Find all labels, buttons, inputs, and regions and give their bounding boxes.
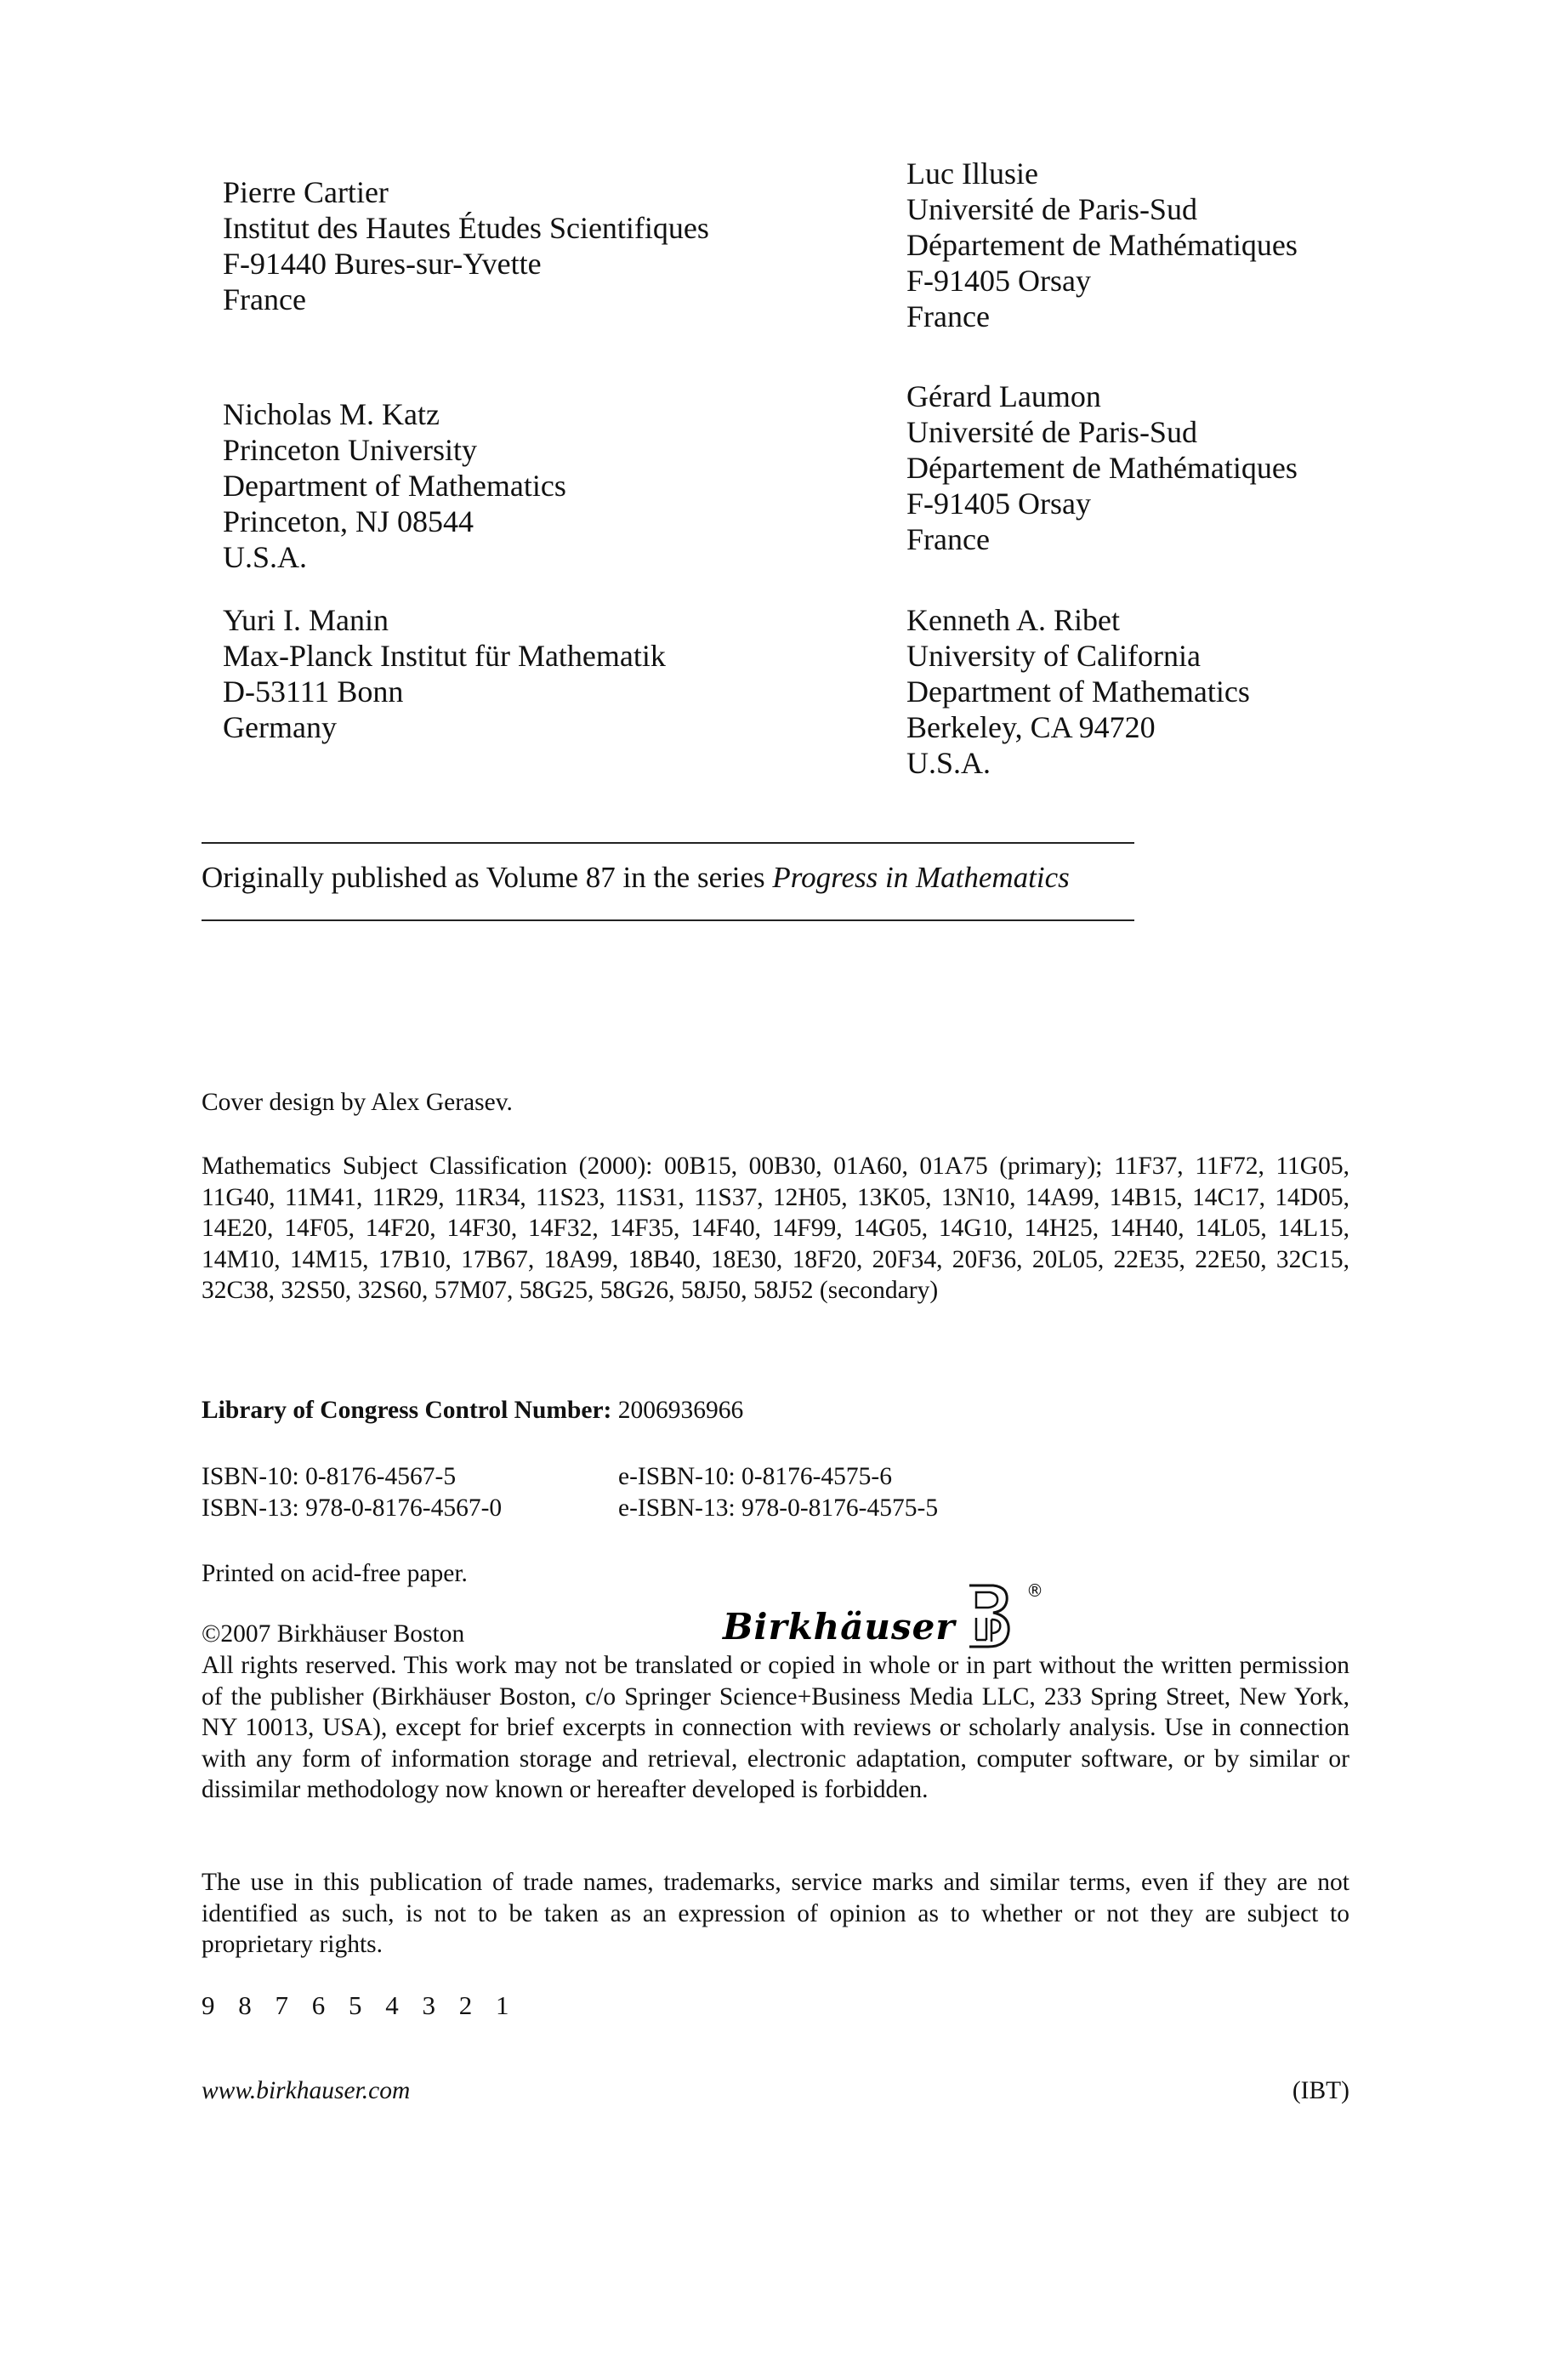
address-line: Département de Mathématiques — [906, 451, 1298, 485]
lccn-label: Library of Congress Control Number: — [202, 1397, 612, 1424]
rights-paragraph-1: All rights reserved. This work may not be translated or copied in whole or in part without the written permission of the publisher (Birkhäuser Boston, c/o Springer Science+Business Media LLC, 233 Spring Street, New York, NY 10013, USA), except for brief excerpts in connection with reviews or scholarly analysis. Use in connection with any form of information storage and retrieval, electronic adaptation, computer software, or by similar or dissimilar methodology now known or hereafter developed is forbidden. — [202, 1652, 1349, 1803]
address-line: Department of Mathematics — [906, 675, 1250, 709]
address-line: Institut des Hautes Études Scientifiques — [223, 211, 709, 245]
cover-design-credit: Cover design by Alex Gerasev. — [202, 1089, 513, 1116]
address-line: Gérard Laumon — [906, 379, 1101, 413]
address-line: Princeton, NJ 08544 — [223, 504, 474, 538]
printer-code: (IBT) — [1292, 2077, 1349, 2104]
address-line: France — [906, 299, 990, 333]
address-line: Berkeley, CA 94720 — [906, 710, 1156, 744]
isbn-10: ISBN-10: 0-8176-4567-5 — [202, 1463, 457, 1490]
isbn-13: ISBN-13: 978-0-8176-4567-0 — [202, 1494, 503, 1522]
address-line: Département de Mathématiques — [906, 228, 1298, 262]
printed-on-note: Printed on acid-free paper. — [202, 1560, 468, 1587]
isbn-block — [202, 1461, 1349, 1523]
address-line: Department of Mathematics — [223, 469, 566, 503]
print-run-numbers: 9 8 7 6 5 4 3 2 1 — [202, 1990, 518, 2020]
address-line: Kenneth A. Ribet — [906, 603, 1120, 637]
address-line: University of California — [906, 639, 1201, 673]
series-bottom-rule — [202, 919, 1134, 921]
lccn — [202, 1395, 1349, 1426]
eisbn-10: e-ISBN-10: 0-8176-4575-6 — [618, 1463, 892, 1490]
address-line: France — [906, 522, 990, 556]
address-line: Luc Illusie — [906, 157, 1038, 191]
series-note — [202, 860, 1070, 896]
address-line: F-91440 Bures-sur-Yvette — [223, 247, 542, 281]
series-top-rule — [202, 842, 1134, 844]
series-prefix: Originally published as Volume 87 in the series — [202, 861, 773, 894]
series-title: Progress in Mathematics — [772, 861, 1070, 894]
address-line: D-53111 Bonn — [223, 675, 404, 709]
isbn-row-13 — [202, 1493, 1349, 1524]
subject-classification: Mathematics Subject Classification (2000): 00B15, 00B30, 01A60, 01A75 (primary); 11F37, 11F72, 11G05, 11G40, 11M41, 11R29, 11R34, 11S23, 11S31, 11S37, 12H05, 13K05, 13N10, 14A99, 14B15, 14C17, 14D05, 14E20, 14F05, 14F20, 14F30, 14F32, 14F35, 14F40, 14F99, 14G05, 14G10, 14H25, 14H40, 14L05, 14L15, 14M10, 14M15, 17B10, 17B67, 18A99, 18B40, 18E30, 18F20, 20F34, 20F36, 20L05, 22E35, 22E50, 32C15, 32C38, 32S50, 32S60, 57M07, 58G25, 58G26, 58J50, 58J52 (secondary) — [202, 1153, 1349, 1304]
address-line: Nicholas M. Katz — [223, 397, 440, 431]
address-katz — [223, 396, 566, 575]
address-illusie — [906, 156, 1298, 334]
address-line: Princeton University — [223, 433, 477, 467]
publisher-wordmark: Birkhäuser — [723, 1606, 956, 1648]
lccn-value: 2006936966 — [617, 1397, 744, 1424]
rights-paragraph-2: The use in this publication of trade names, trademarks, service marks and similar terms, even if they are not identified as such, is not to be taken as an expression of opinion as to whether or not they are subject to proprietary rights. — [202, 1869, 1349, 1958]
address-ribet — [906, 602, 1250, 781]
address-line: U.S.A. — [906, 746, 991, 780]
address-line: Université de Paris-Sud — [906, 415, 1197, 449]
publisher-logo-icon — [959, 1580, 1019, 1650]
address-line: Max-Planck Institut für Mathematik — [223, 639, 666, 673]
address-line: Pierre Cartier — [223, 175, 389, 209]
address-laumon — [906, 379, 1298, 557]
address-cartier — [223, 174, 709, 317]
isbn-row-10 — [202, 1461, 1349, 1493]
address-line: Germany — [223, 710, 337, 744]
publisher-website-link[interactable]: www.birkhauser.com — [202, 2077, 411, 2104]
address-line: Université de Paris-Sud — [906, 192, 1197, 226]
address-line: France — [223, 282, 306, 316]
address-line: Yuri I. Manin — [223, 603, 389, 637]
registered-mark-icon: ® — [1026, 1580, 1043, 1601]
eisbn-13: e-ISBN-13: 978-0-8176-4575-5 — [618, 1494, 939, 1522]
copyright-line: ©2007 Birkhäuser Boston — [202, 1620, 465, 1648]
address-line: F-91405 Orsay — [906, 264, 1091, 298]
address-line: F-91405 Orsay — [906, 487, 1091, 521]
address-line: U.S.A. — [223, 540, 308, 574]
address-manin — [223, 602, 666, 745]
